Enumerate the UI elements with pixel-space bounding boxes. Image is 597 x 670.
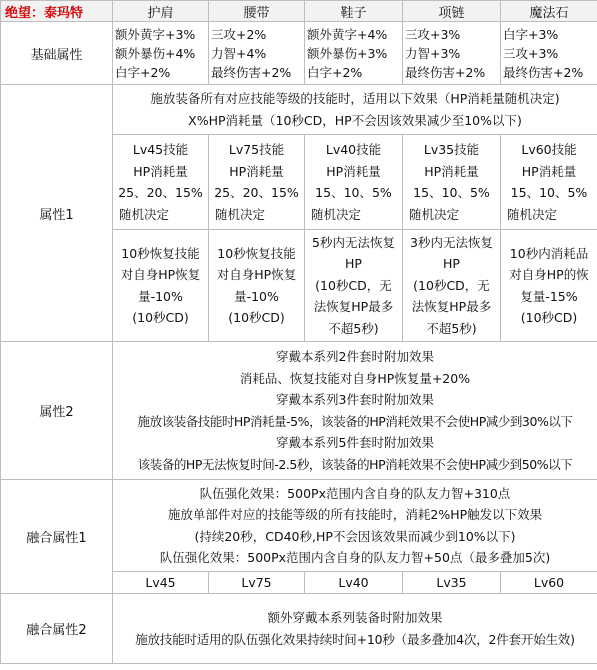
cost-line: HP消耗量 [521,163,577,179]
attr2-line: 消耗品、恢复技能对自身HP恢复量+20% [239,370,471,386]
penalty-line: 法恢复HP最多 [411,299,492,315]
attr2-line: 施放该装备技能时HP消耗量-5%，该装备的HP消耗效果不会使HP减少到30%以下 [137,413,573,429]
penalty-line: (10秒CD) [132,310,189,325]
attr1-penalty-cell-shoulder [113,230,209,342]
basic-attributes-label: 基础属性 [1,22,113,85]
basic-cell-shoulder [113,22,209,85]
attr2-label: 属性2 [1,342,113,480]
penalty-line: 3秒内无法恢复 [410,234,493,250]
fusion1-level-belt: Lv75 [209,572,305,594]
basic-cell-necklace [403,22,501,85]
cost-line: HP消耗量 [424,163,479,179]
basic-line: 额外暴伤+4% [115,45,196,61]
fusion1-level-magic-stone: Lv60 [501,572,597,594]
column-header-belt: 腰带 [209,1,305,22]
penalty-line: 5秒内无法恢复 [312,234,395,250]
cost-line: Lv40技能 [325,142,382,157]
attr2-row [1,342,597,480]
fusion1-description [113,480,597,572]
penalty-line: 不超5秒) [328,320,379,336]
basic-cell-belt [209,22,305,85]
fusion1-level-necklace: Lv35 [403,572,501,594]
basic-line: 三攻+3% [503,45,559,61]
basic-line: 最终伤害+2% [211,64,292,80]
penalty-line: HP [443,256,460,272]
attr1-cost-cell-shoulder [113,135,209,230]
penalty-line: (10秒CD，无 [413,277,490,293]
cost-line: 随机决定 [119,206,170,222]
cost-line: Lv60技能 [521,142,577,157]
attr1-cost-cell-magic-stone [501,135,597,230]
basic-line: 白字+2% [115,64,171,80]
cost-line: 随机决定 [507,206,558,222]
cost-line: 25、20、15% [118,185,203,200]
fusion1-level-shoulder: Lv45 [113,572,209,594]
attr2-description [113,342,597,480]
basic-line: 最终伤害+2% [405,64,486,80]
attr1-cost-cell-shoes [305,135,403,230]
cost-line: 25、20、15% [214,185,299,200]
cost-line: Lv35技能 [423,142,480,157]
penalty-line: 10秒恢复技能 [217,245,296,261]
penalty-line: 量-10% [138,288,183,304]
column-header-shoes: 鞋子 [305,1,403,22]
attr1-description-line: 施放装备所有对应技能等级的技能时，适用以下效果（HP消耗量随机决定) [150,91,560,106]
column-header-magic-stone: 魔法石 [501,1,597,22]
penalty-line: 不超5秒) [426,320,477,336]
attr2-line: 穿戴本系列3件套时附加效果 [276,392,434,407]
fusion2-line: 额外穿戴本系列装备时附加效果 [267,610,443,625]
cost-line: 随机决定 [409,206,460,222]
fusion2-row [1,594,597,664]
fusion1-level-shoes: Lv40 [305,572,403,594]
fusion1-line: 施放单部件对应的技能等级的所有技能时，消耗2%HP触发以下效果 [167,507,543,522]
basic-line: 三攻+3% [405,26,461,42]
penalty-line: 量-10% [234,288,279,304]
cost-line: 15、10、5% [413,185,490,200]
penalty-line: 对自身HP恢复 [120,267,201,282]
attr1-penalty-cell-belt [209,230,305,342]
attr1-cost-cell-necklace [403,135,501,230]
penalty-line: 法恢复HP最多 [313,299,394,315]
cost-line: HP消耗量 [326,163,381,179]
cost-line: HP消耗量 [229,163,284,179]
fusion1-row [1,480,597,572]
basic-line: 最终伤害+2% [503,64,584,80]
basic-cell-magic-stone [501,22,597,85]
penalty-line: 对自身HP恢复 [216,267,297,282]
basic-line: 额外黄字+4% [307,26,388,42]
penalty-line: 复量-15% [520,288,578,304]
column-header-necklace: 项链 [403,1,501,22]
penalty-line: 10秒恢复技能 [121,245,200,261]
column-header-shoulder: 护肩 [113,1,209,22]
basic-line: 力智+3% [405,45,461,61]
attr2-line: 穿戴本系列5件套时附加效果 [276,435,434,450]
attr1-description [113,85,597,135]
basic-cell-shoes [305,22,403,85]
cost-line: Lv75技能 [228,142,285,157]
basic-line: 额外暴伤+3% [307,45,388,61]
attr1-label: 属性1 [1,85,113,342]
cost-line: 15、10、5% [510,185,588,200]
cost-line: HP消耗量 [133,163,188,179]
fusion2-line: 施放技能时适用的队伍强化效果持续时间+10秒（最多叠加4次，2件套开始生效) [135,631,575,647]
fusion2-description [113,594,597,664]
attr1-header-row [1,85,597,135]
basic-line: 力智+4% [211,45,267,61]
fusion1-line: 队伍强化效果：500Px范围内含自身的队友力智+50点（最多叠加5次) [159,550,551,565]
penalty-line: 对自身HP的恢 [509,267,589,282]
cost-line: 随机决定 [311,206,362,222]
penalty-line: (10秒CD) [228,310,285,325]
attr1-description-line: X%HP消耗量（10秒CD，HP不会因该效果减少至10%以下) [188,112,522,128]
attr1-penalty-cell-magic-stone [501,230,597,342]
attr1-penalty-cell-shoes [305,230,403,342]
basic-attributes-row [1,22,597,85]
basic-line: 三攻+2% [211,26,267,42]
penalty-line: 10秒内消耗品 [509,245,589,261]
cost-line: 随机决定 [215,206,266,222]
attr1-penalty-cell-necklace [403,230,501,342]
fusion2-label: 融合属性2 [1,594,113,664]
penalty-line: HP [345,256,362,272]
basic-line: 白字+2% [307,64,363,80]
header-row [1,1,597,22]
attr2-line: 穿戴本系列2件套时附加效果 [276,349,434,364]
penalty-line: (10秒CD，无 [315,277,392,293]
basic-line: 白字+3% [503,26,559,42]
fusion1-line: (持续20秒，CD40秒,HP不会因该效果而减少到10%以下) [194,528,516,544]
attr2-line: 该装备的HP无法恢复时间-2.5秒，该装备的HP消耗效果不会使HP减少到50%以下 [137,456,573,472]
set-title: 绝望：泰玛特 [1,1,113,22]
basic-line: 额外黄字+3% [115,26,196,42]
fusion1-line: 队伍强化效果：500Px范围内含自身的队友力智+310点 [199,485,511,501]
cost-line: 15、10、5% [315,185,392,200]
fusion1-label: 融合属性1 [1,480,113,594]
attr1-cost-cell-belt [209,135,305,230]
penalty-line: (10秒CD) [520,310,578,325]
cost-line: Lv45技能 [132,142,189,157]
